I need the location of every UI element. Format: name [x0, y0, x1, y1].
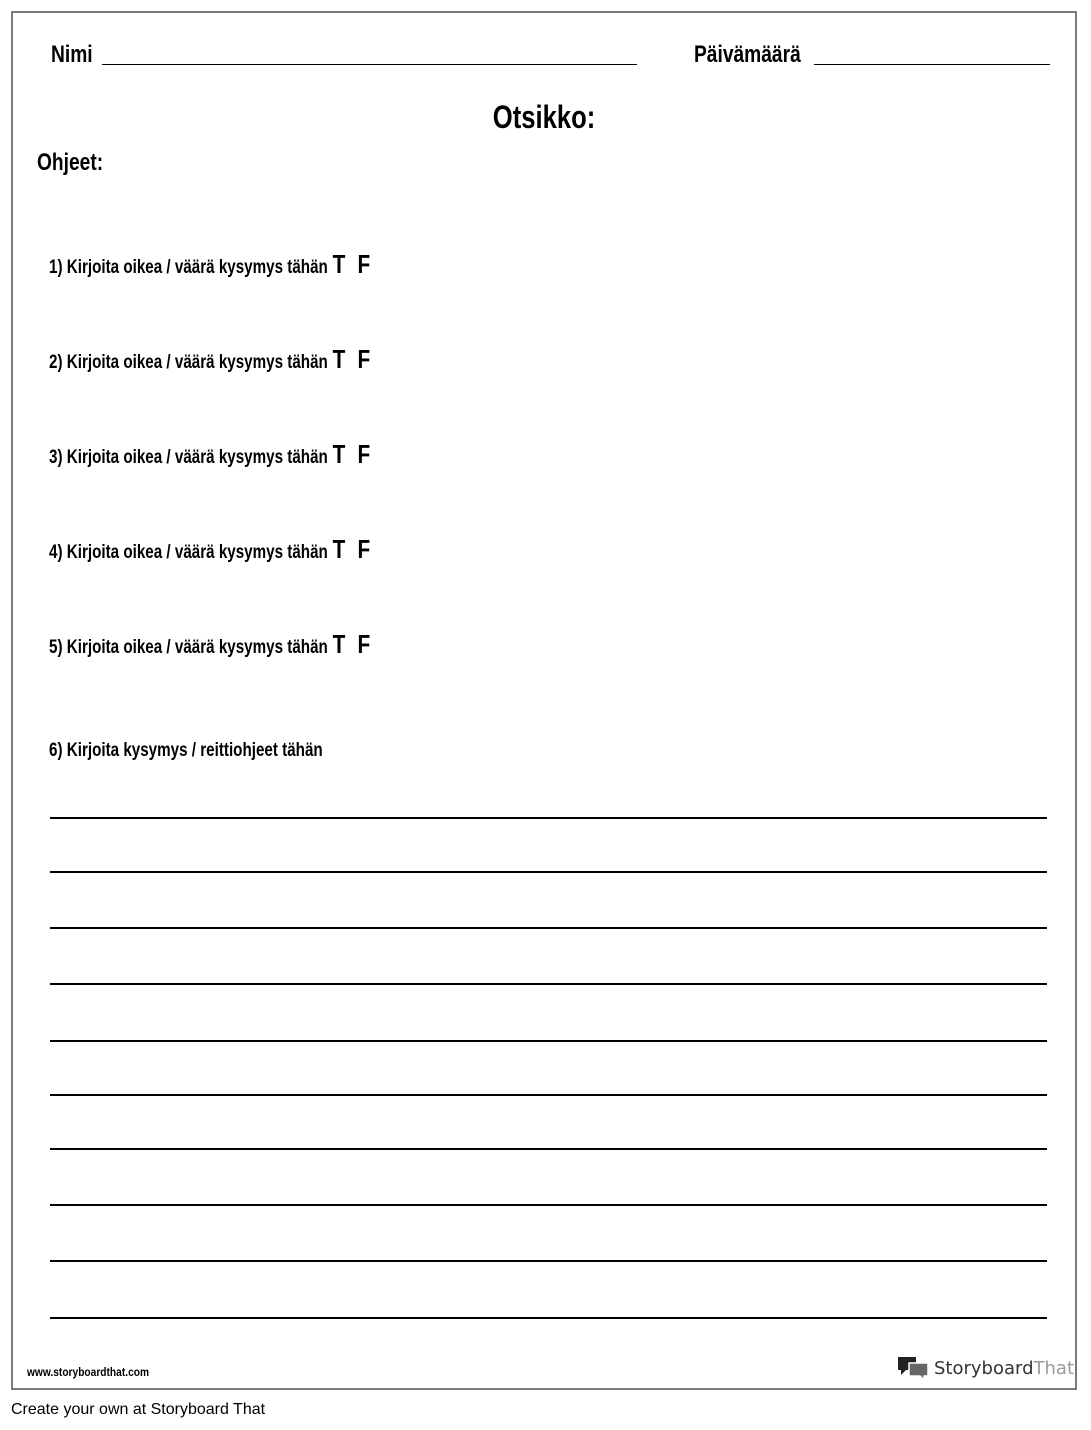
writing-line[interactable]	[50, 1148, 1047, 1150]
page-title	[13, 99, 1075, 136]
date-label: Päivämäärä	[694, 41, 801, 68]
question-3	[49, 439, 373, 470]
writing-line[interactable]	[50, 1204, 1047, 1206]
question-2-text: 2) Kirjoita oikea / väärä kysymys tähän	[49, 352, 328, 373]
name-label: Nimi	[51, 41, 93, 68]
writing-line[interactable]	[50, 983, 1047, 985]
question-4-text: 4) Kirjoita oikea / väärä kysymys tähän	[49, 542, 328, 563]
title-text: Otsikko:	[492, 99, 596, 135]
writing-line[interactable]	[50, 817, 1047, 819]
writing-line[interactable]	[50, 1040, 1047, 1042]
speech-bubble-icon	[896, 1355, 930, 1381]
true-false-options[interactable]: T F	[332, 629, 374, 659]
question-6: 6) Kirjoita kysymys / reittiohjeet tähän	[49, 740, 323, 761]
storyboardthat-logo	[896, 1355, 1074, 1381]
true-false-options[interactable]: T F	[332, 534, 374, 564]
writing-line[interactable]	[50, 1260, 1047, 1262]
question-3-text: 3) Kirjoita oikea / väärä kysymys tähän	[49, 447, 328, 468]
instructions-label: Ohjeet:	[37, 149, 104, 176]
writing-line[interactable]	[50, 1094, 1047, 1096]
question-4	[49, 534, 373, 565]
writing-line[interactable]	[50, 871, 1047, 873]
true-false-options[interactable]: T F	[332, 439, 374, 469]
true-false-options[interactable]: T F	[332, 344, 374, 374]
logo-word-that: That	[1033, 1357, 1075, 1379]
question-5	[49, 629, 373, 660]
logo-wordmark	[934, 1358, 1074, 1379]
question-2	[49, 344, 373, 375]
true-false-options[interactable]: T F	[332, 249, 374, 279]
date-field-line[interactable]	[814, 64, 1050, 65]
writing-line[interactable]	[50, 1317, 1047, 1319]
footer-credit[interactable]: Create your own at Storyboard That	[11, 1401, 266, 1418]
worksheet-page	[11, 11, 1077, 1390]
question-5-text: 5) Kirjoita oikea / väärä kysymys tähän	[49, 637, 328, 658]
name-field-line[interactable]	[102, 64, 637, 65]
logo-word-storyboard: Storyboard	[934, 1357, 1034, 1379]
question-1	[49, 249, 373, 280]
writing-line[interactable]	[50, 927, 1047, 929]
question-1-text: 1) Kirjoita oikea / väärä kysymys tähän	[49, 257, 328, 278]
site-url: www.storyboardthat.com	[27, 1365, 150, 1379]
